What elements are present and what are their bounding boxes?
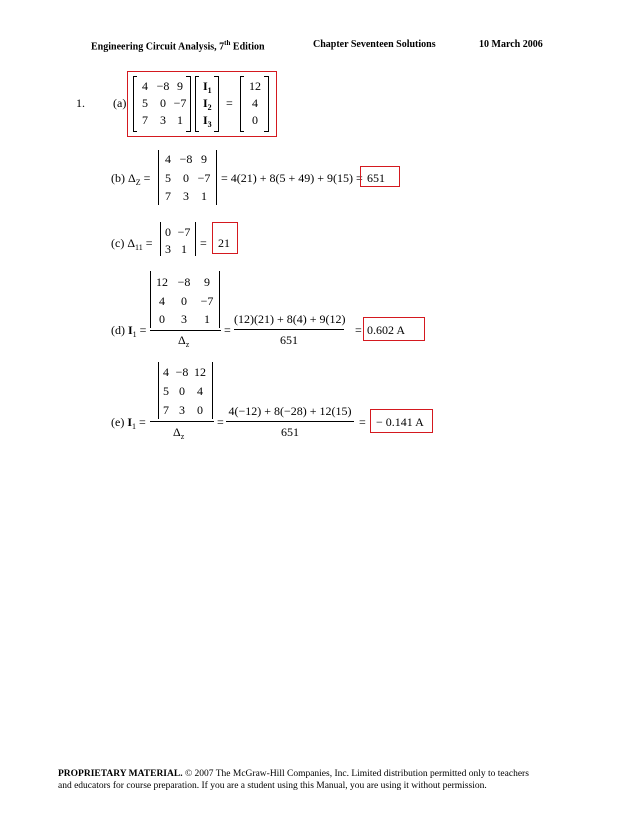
part-b-label: (b) $\Delta_Z$ = bbox=[111, 171, 151, 187]
fraction-denominator: 651 bbox=[280, 333, 298, 347]
det-cell: 9 bbox=[201, 152, 207, 166]
det-cell: 1 bbox=[201, 189, 207, 203]
equals-sign: = bbox=[226, 96, 233, 110]
equals-sign: = bbox=[355, 323, 362, 337]
rhs-bracket-left-bottom bbox=[240, 131, 244, 132]
determinant-bar-right bbox=[216, 150, 217, 205]
det-cell: 3 bbox=[183, 189, 189, 203]
rhs-bracket-left bbox=[240, 76, 241, 132]
det-cell: 0 bbox=[183, 171, 189, 185]
vector-bracket-right-bottom bbox=[214, 131, 218, 132]
footer-copyright: PROPRIETARY MATERIAL. © 2007 The McGraw-Hill Companies, Inc. Limited distribution permitted only to teachers and educators for course preparation. If you are a student using this Manual, you are using it without permission. bbox=[58, 769, 529, 791]
det-cell: 12 bbox=[156, 275, 168, 289]
fraction-bar bbox=[150, 421, 214, 422]
det-cell: 0 bbox=[159, 312, 165, 326]
det-cell: 4 bbox=[165, 152, 171, 166]
answer-value: 651 bbox=[367, 171, 385, 185]
det-cell: 4 bbox=[197, 384, 203, 398]
det-cell: 0 bbox=[179, 384, 185, 398]
part-e-label: (e) $I_1$ = bbox=[111, 415, 146, 431]
matrix-bracket-left-bottom bbox=[133, 131, 137, 132]
determinant-expansion: = 4(21) + 8(5 + 49) + 9(15) = bbox=[221, 171, 363, 185]
unknown-i2: $I_2$ bbox=[203, 96, 212, 112]
matrix-bracket-left-top bbox=[133, 76, 137, 77]
answer-value: − 0.141 A bbox=[376, 415, 424, 429]
rhs-value: 0 bbox=[252, 113, 258, 127]
det-cell: −7 bbox=[177, 225, 191, 239]
equals-sign: = bbox=[200, 236, 207, 250]
fraction-denominator: $\Delta_z$ bbox=[178, 333, 190, 349]
equals-sign: = bbox=[224, 323, 231, 337]
matrix-cell: 7 bbox=[142, 113, 148, 127]
det-cell: 5 bbox=[165, 171, 171, 185]
fraction-bar bbox=[234, 329, 344, 330]
vector-bracket-left-top bbox=[195, 76, 199, 77]
determinant-bar-left bbox=[150, 271, 151, 328]
det-cell: −7 bbox=[197, 171, 211, 185]
det-cell: −8 bbox=[177, 275, 191, 289]
fraction-numerator: 4(−12) + 8(−28) + 12(15) bbox=[228, 404, 352, 418]
det-cell: −8 bbox=[179, 152, 193, 166]
vector-bracket-right-top bbox=[214, 76, 218, 77]
det-cell: 4 bbox=[163, 365, 169, 379]
matrix-bracket-left bbox=[133, 76, 134, 132]
det-cell: 4 bbox=[159, 294, 165, 308]
det-cell: 0 bbox=[165, 225, 171, 239]
vector-bracket-left bbox=[195, 76, 196, 132]
fraction-numerator: (12)(21) + 8(4) + 9(12) bbox=[234, 312, 346, 326]
rhs-value: 4 bbox=[252, 96, 258, 110]
determinant-bar-left bbox=[158, 150, 159, 205]
matrix-cell: 1 bbox=[177, 113, 183, 127]
determinant-bar-right bbox=[212, 362, 213, 419]
det-cell: −8 bbox=[175, 365, 189, 379]
part-d-label: (d) $I_1$ = bbox=[111, 323, 147, 339]
matrix-cell: 0 bbox=[160, 96, 166, 110]
answer-value: 0.602 A bbox=[367, 323, 406, 337]
rhs-value: 12 bbox=[249, 79, 261, 93]
part-c-label: (c) $\Delta_{11}$ = bbox=[111, 236, 153, 252]
determinant-bar-right bbox=[219, 271, 220, 328]
header-book-title: Engineering Circuit Analysis, 7th Edition bbox=[91, 39, 265, 53]
vector-bracket-right bbox=[218, 76, 219, 132]
unknown-i1: $I_1$ bbox=[203, 79, 212, 95]
equals-sign: = bbox=[217, 415, 224, 429]
fraction-denominator: $\Delta_z$ bbox=[173, 425, 185, 441]
fraction-bar bbox=[150, 330, 221, 331]
vector-bracket-left-bottom bbox=[195, 131, 199, 132]
rhs-bracket-right-top bbox=[264, 76, 268, 77]
matrix-bracket-right-bottom bbox=[186, 131, 190, 132]
matrix-bracket-right-top bbox=[186, 76, 190, 77]
det-cell: 12 bbox=[194, 365, 206, 379]
det-cell: 0 bbox=[181, 294, 187, 308]
det-cell: 7 bbox=[165, 189, 171, 203]
matrix-cell: 3 bbox=[160, 113, 166, 127]
matrix-cell: 4 bbox=[142, 79, 148, 93]
equals-sign: = bbox=[359, 415, 366, 429]
det-cell: 0 bbox=[197, 403, 203, 417]
det-cell: 3 bbox=[181, 312, 187, 326]
header-date: 10 March 2006 bbox=[479, 39, 543, 50]
determinant-bar-right bbox=[195, 222, 196, 256]
det-cell: 1 bbox=[204, 312, 210, 326]
rhs-bracket-left-top bbox=[240, 76, 244, 77]
det-cell: 3 bbox=[165, 242, 171, 256]
determinant-bar-left bbox=[158, 362, 159, 419]
det-cell: 5 bbox=[163, 384, 169, 398]
det-cell: 9 bbox=[204, 275, 210, 289]
fraction-denominator: 651 bbox=[281, 425, 299, 439]
determinant-bar-left bbox=[160, 222, 161, 256]
det-cell: −7 bbox=[200, 294, 214, 308]
rhs-bracket-right-bottom bbox=[264, 131, 268, 132]
matrix-cell: −7 bbox=[173, 96, 187, 110]
problem-number: 1. bbox=[76, 96, 85, 110]
det-cell: 3 bbox=[179, 403, 185, 417]
matrix-cell: −8 bbox=[156, 79, 170, 93]
unknown-i3: $I_3$ bbox=[203, 113, 212, 129]
matrix-cell: 9 bbox=[177, 79, 183, 93]
answer-value: 21 bbox=[218, 236, 230, 250]
fraction-bar bbox=[226, 421, 354, 422]
matrix-cell: 5 bbox=[142, 96, 148, 110]
rhs-bracket-right bbox=[268, 76, 269, 132]
header-chapter: Chapter Seventeen Solutions bbox=[313, 39, 436, 50]
det-cell: 1 bbox=[181, 242, 187, 256]
matrix-bracket-right bbox=[190, 76, 191, 132]
det-cell: 7 bbox=[163, 403, 169, 417]
part-a-label: (a) bbox=[113, 96, 127, 110]
